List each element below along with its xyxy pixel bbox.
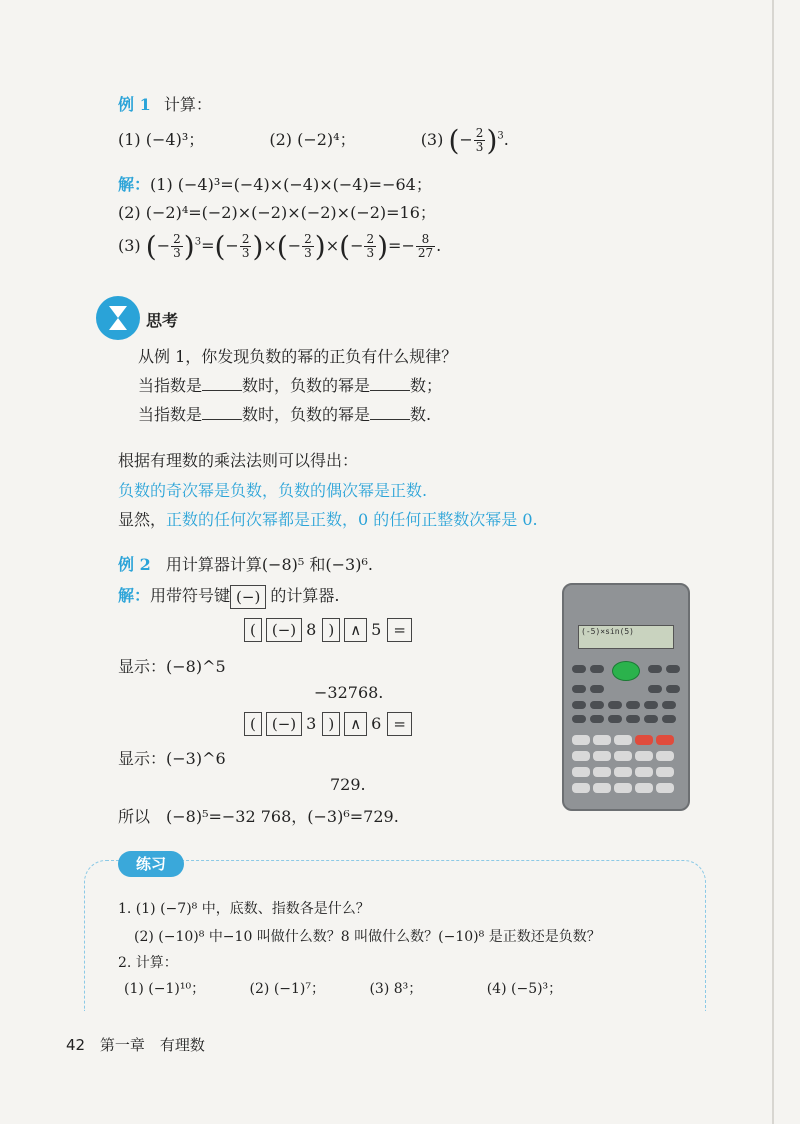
example2-label: 例 2 (118, 555, 151, 574)
practice-q1b: (2) (−10)⁸ 中−10 叫做什么数？8 叫做什么数？(−10)⁸ 是正数还是负数？ (134, 929, 601, 945)
think-question: 从例 1，你发现负数的幂的正负有什么规律？ (138, 347, 458, 366)
example1-title: 计算： (163, 95, 212, 114)
page-footer (66, 1034, 205, 1055)
solution-label: 解： (118, 175, 151, 194)
example1-heading (118, 92, 212, 115)
practice-q1a: 1. (1) (−7)⁸ 中，底数、指数各是什么？ (118, 901, 370, 917)
example2-conclusion: 所以 (−8)⁵=−32 768，(−3)⁶=729. (118, 807, 399, 826)
example2-heading (118, 552, 373, 575)
negative-key: (−) (230, 585, 266, 609)
key-sequence-2: ( (−) 3 ) ∧ 6 = (244, 712, 416, 736)
example1-label: 例 1 (118, 95, 151, 114)
think-line-1: 当指数是 数时，负数的幂是 数； (138, 376, 443, 395)
calculator-screen: (-5)×sin(5) (578, 625, 674, 649)
practice-q2: 2. 计算： (118, 955, 178, 971)
chapter-title: 第一章 有理数 (99, 1036, 205, 1054)
example1-solution-2: (2) (−2)⁴=(−2)×(−2)×(−2)×(−2)=16； (118, 203, 436, 222)
display-2-value: 729. (330, 775, 366, 794)
calculator-image (562, 583, 690, 811)
rule-blue-1: 负数的奇次幂是负数，负数的偶次幂是正数. (118, 481, 428, 500)
example1-solution-3: (3) (− $\frac{2}{3}$ )$^3$=(− $\frac{2}{3}$ )×(− $\frac{2}{3}$ )×(− $\frac{2}{3}$ )=− $\frac{8}{27}$ . (118, 230, 442, 263)
practice-tab: 练习 (118, 851, 184, 877)
rule-intro: 根据有理数的乘法法则可以得出： (118, 451, 359, 470)
example1-item-3: (3) (420, 130, 444, 149)
think-title: 思考 (146, 311, 179, 330)
example1-items: (1) (−4)³； (2) (−2)⁴； (3) (− $\frac{2}{3}$ )$^3$. (118, 124, 509, 157)
example1-solution-1: 解：(1) (−4)³=(−4)×(−4)×(−4)=−64； (118, 175, 432, 194)
display-1-value: −32768. (314, 683, 384, 702)
rule-line-2: 显然，正数的任何次幂都是正数，0 的任何正整数次幂是 0. (118, 510, 538, 529)
example1-item-1: (1) (−4)³； (118, 130, 205, 149)
page-number: 42 (66, 1036, 86, 1054)
think-line-2: 当指数是 数时，负数的幂是 数. (138, 405, 432, 424)
display-2-label: 显示：(−3)^6 (118, 749, 226, 768)
example2-solution: 解：用带符号键 (−) 的计算器. (118, 583, 339, 609)
example2-title: 用计算器计算(−8)⁵ 和(−3)⁶. (165, 555, 373, 574)
think-icon (96, 296, 140, 340)
key-sequence-1: ( (−) 8 ) ∧ 5 = (244, 618, 416, 642)
display-1-label: 显示：(−8)^5 (118, 657, 226, 676)
example1-item-2: (2) (−2)⁴； (269, 130, 356, 149)
practice-q2-items: (1) (−1)¹⁰； (2) (−1)⁷； (3) 8³； (4) (−5)³； (124, 981, 563, 997)
page-edge (772, 0, 774, 1124)
